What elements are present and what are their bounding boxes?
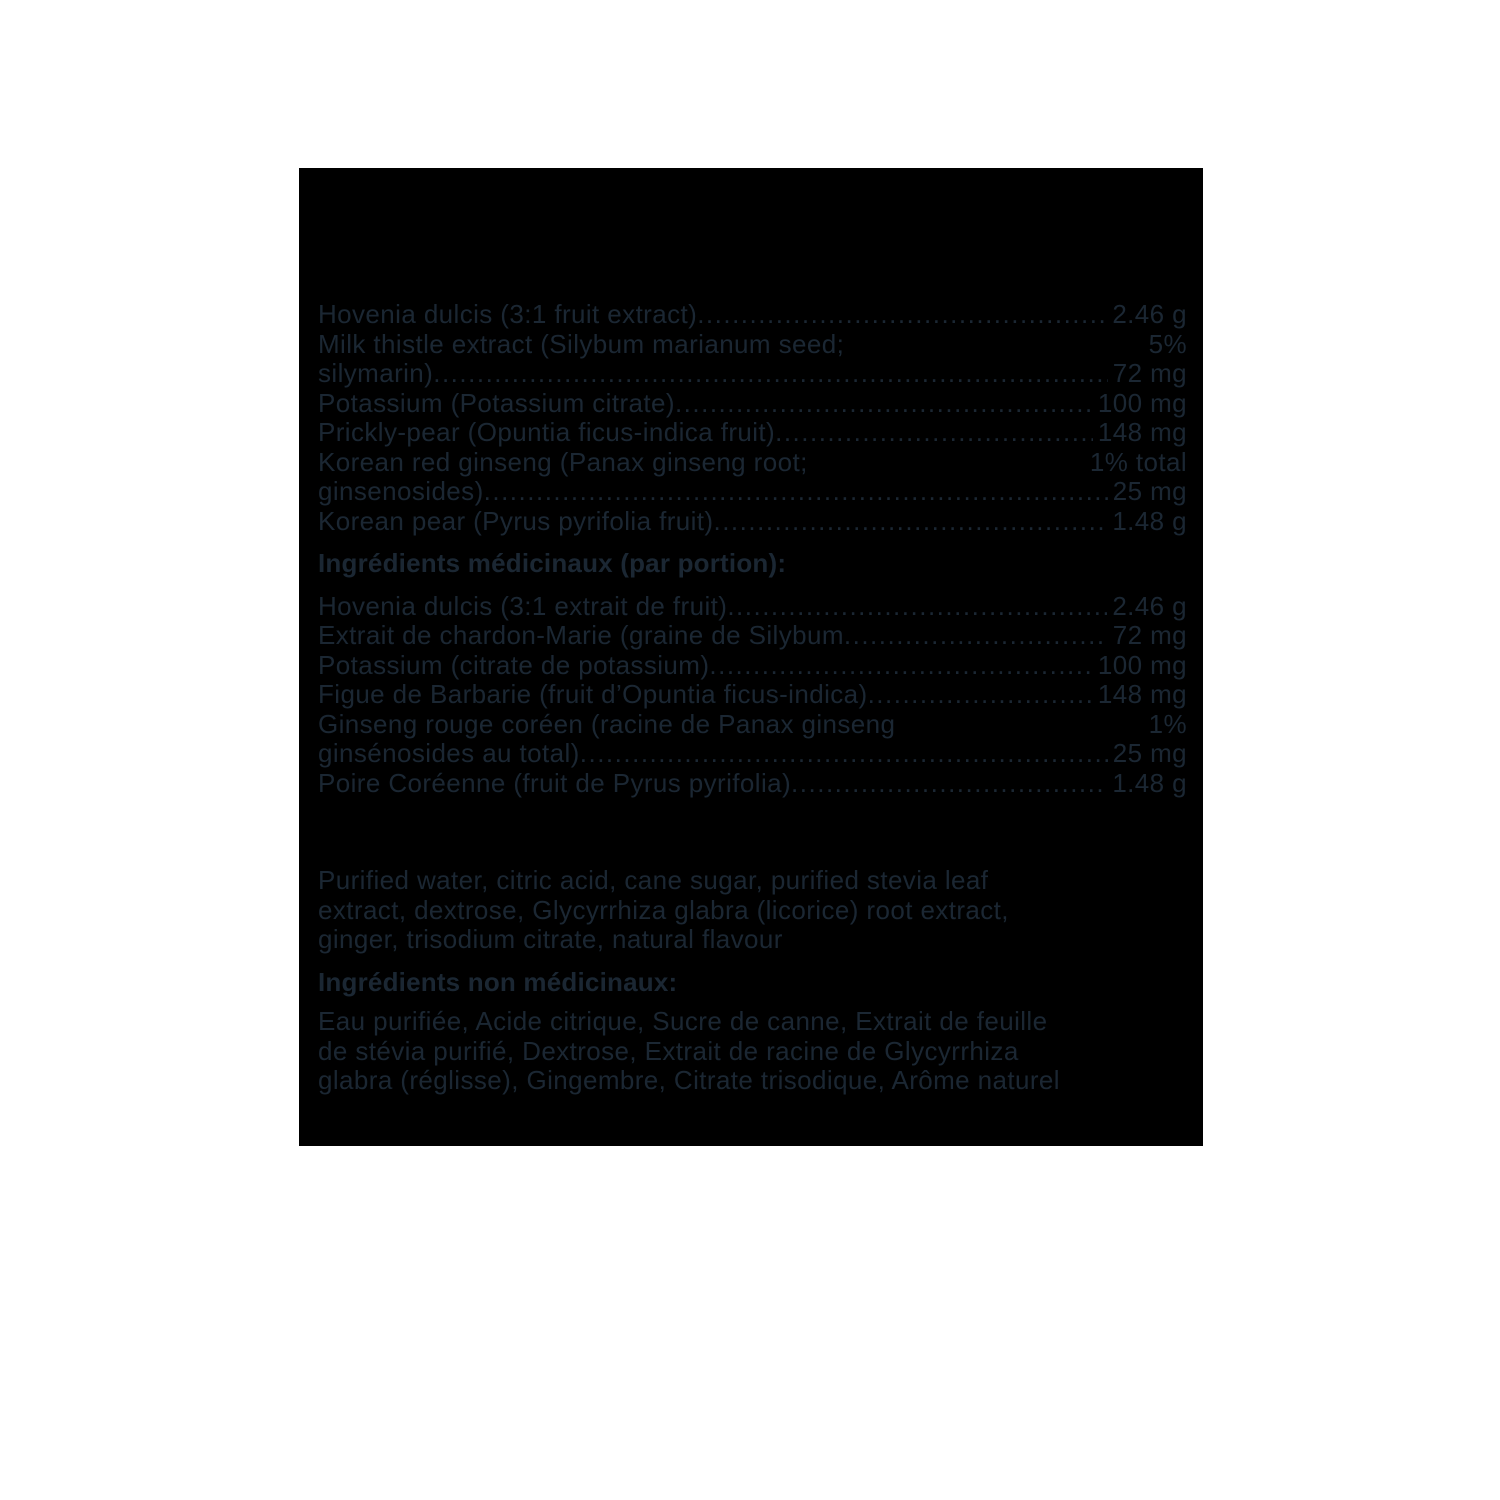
ingredient-name: Potassium (Potassium citrate) xyxy=(318,387,675,418)
ingredient-row xyxy=(318,651,1187,681)
non-medicinal-ingredients-en-paragraph xyxy=(318,866,1187,955)
ingredient-row xyxy=(318,477,1187,507)
dot-leader xyxy=(697,300,1107,330)
medicinal-ingredients-fr-header: Ingrédients médicinaux (par portion): xyxy=(318,548,787,578)
non-medicinal-ingredients-fr-header: Ingrédients non médicinaux: xyxy=(318,966,678,997)
ingredient-name: Poire Coréenne (fruit de Pyrus pyrifolia) xyxy=(318,767,792,798)
ingredient-name: Ginseng rouge coréen (racine de Panax ginseng xyxy=(318,708,896,739)
dot-leader xyxy=(775,418,1093,448)
dot-leader xyxy=(675,389,1093,419)
dot-leader xyxy=(844,621,1108,651)
ingredient-amount: 148 mg xyxy=(1097,417,1187,447)
ingredient-row xyxy=(318,592,1187,622)
ingredient-name: Korean red ginseng (Panax ginseng root; xyxy=(318,446,808,477)
ingredient-amount: 100 mg xyxy=(1097,387,1187,418)
ingredient-label-panel xyxy=(299,168,1203,1146)
ingredient-amount: 25 mg xyxy=(1112,738,1187,768)
ingredient-row xyxy=(318,330,1187,360)
ingredient-amount: 2.46 g xyxy=(1112,590,1187,621)
ingredient-name: Extrait de chardon-Marie (graine de Silybum xyxy=(318,620,844,650)
paragraph-line: de stévia purifié, Dextrose, Extrait de racine de Glycyrrhiza xyxy=(318,1035,1019,1066)
paragraph-line: extract, dextrose, Glycyrrhiza glabra (licorice) root extract, xyxy=(318,894,1009,925)
ingredient-amount: 148 mg xyxy=(1097,679,1187,709)
ingredient-row xyxy=(318,448,1187,478)
ingredient-name: ginsénosides au total) xyxy=(318,738,580,768)
ingredient-amount: 25 mg xyxy=(1112,476,1187,506)
ingredient-name: ginsenosides) xyxy=(318,476,484,506)
ingredient-row xyxy=(318,680,1187,710)
ingredient-amount: 1% total xyxy=(1089,446,1187,477)
dot-leader xyxy=(727,592,1107,622)
ingredient-name: Hovenia dulcis (3:1 extrait de fruit) xyxy=(318,590,728,621)
ingredient-amount: 72 mg xyxy=(1112,620,1187,650)
ingredient-amount: 5% xyxy=(1148,328,1187,359)
paragraph-line: glabra (réglisse), Gingembre, Citrate trisodique, Arôme naturel xyxy=(318,1065,1060,1095)
dot-leader xyxy=(484,477,1108,507)
ingredient-name: Korean pear (Pyrus pyrifolia fruit) xyxy=(318,505,714,536)
dot-leader xyxy=(713,507,1107,537)
dot-leader xyxy=(433,359,1108,389)
ingredient-name: Milk thistle extract (Silybum marianum seed; xyxy=(318,328,845,359)
dot-leader xyxy=(868,680,1093,710)
ingredient-row xyxy=(318,507,1187,537)
ingredient-amount: 2.46 g xyxy=(1112,299,1187,329)
ingredient-row xyxy=(318,389,1187,419)
ingredient-name: silymarin) xyxy=(318,358,434,388)
ingredient-row xyxy=(318,769,1187,799)
paragraph-line: Eau purifiée, Acide citrique, Sucre de canne, Extrait de feuille xyxy=(318,1006,1048,1036)
ingredient-name: Figue de Barbarie (fruit d’Opuntia ficus-indica) xyxy=(318,679,868,709)
ingredient-amount: 72 mg xyxy=(1112,358,1187,388)
dot-leader xyxy=(709,651,1092,681)
ingredient-row xyxy=(318,739,1187,769)
ingredient-amount: 1% xyxy=(1148,708,1187,739)
ingredient-amount: 100 mg xyxy=(1097,649,1187,680)
paragraph-line: ginger, trisodium citrate, natural flavour xyxy=(318,924,783,954)
paragraph-line: Purified water, citric acid, cane sugar, purified stevia leaf xyxy=(318,865,989,895)
ingredient-amount: 1.48 g xyxy=(1112,505,1187,536)
ingredient-name: Prickly-pear (Opuntia ficus-indica fruit) xyxy=(318,417,776,447)
ingredient-row xyxy=(318,418,1187,448)
ingredient-name: Hovenia dulcis (3:1 fruit extract) xyxy=(318,299,698,329)
medicinal-ingredients-fr-list xyxy=(318,592,1187,799)
non-medicinal-ingredients-fr-paragraph xyxy=(318,1007,1187,1096)
ingredient-row xyxy=(318,300,1187,330)
ingredient-name: Potassium (citrate de potassium) xyxy=(318,649,710,680)
dot-leader xyxy=(791,769,1107,799)
medicinal-ingredients-en-list xyxy=(318,300,1187,536)
ingredient-row xyxy=(318,359,1187,389)
ingredient-row xyxy=(318,621,1187,651)
dot-leader xyxy=(580,739,1108,769)
ingredient-row xyxy=(318,710,1187,740)
ingredient-amount: 1.48 g xyxy=(1112,767,1187,798)
